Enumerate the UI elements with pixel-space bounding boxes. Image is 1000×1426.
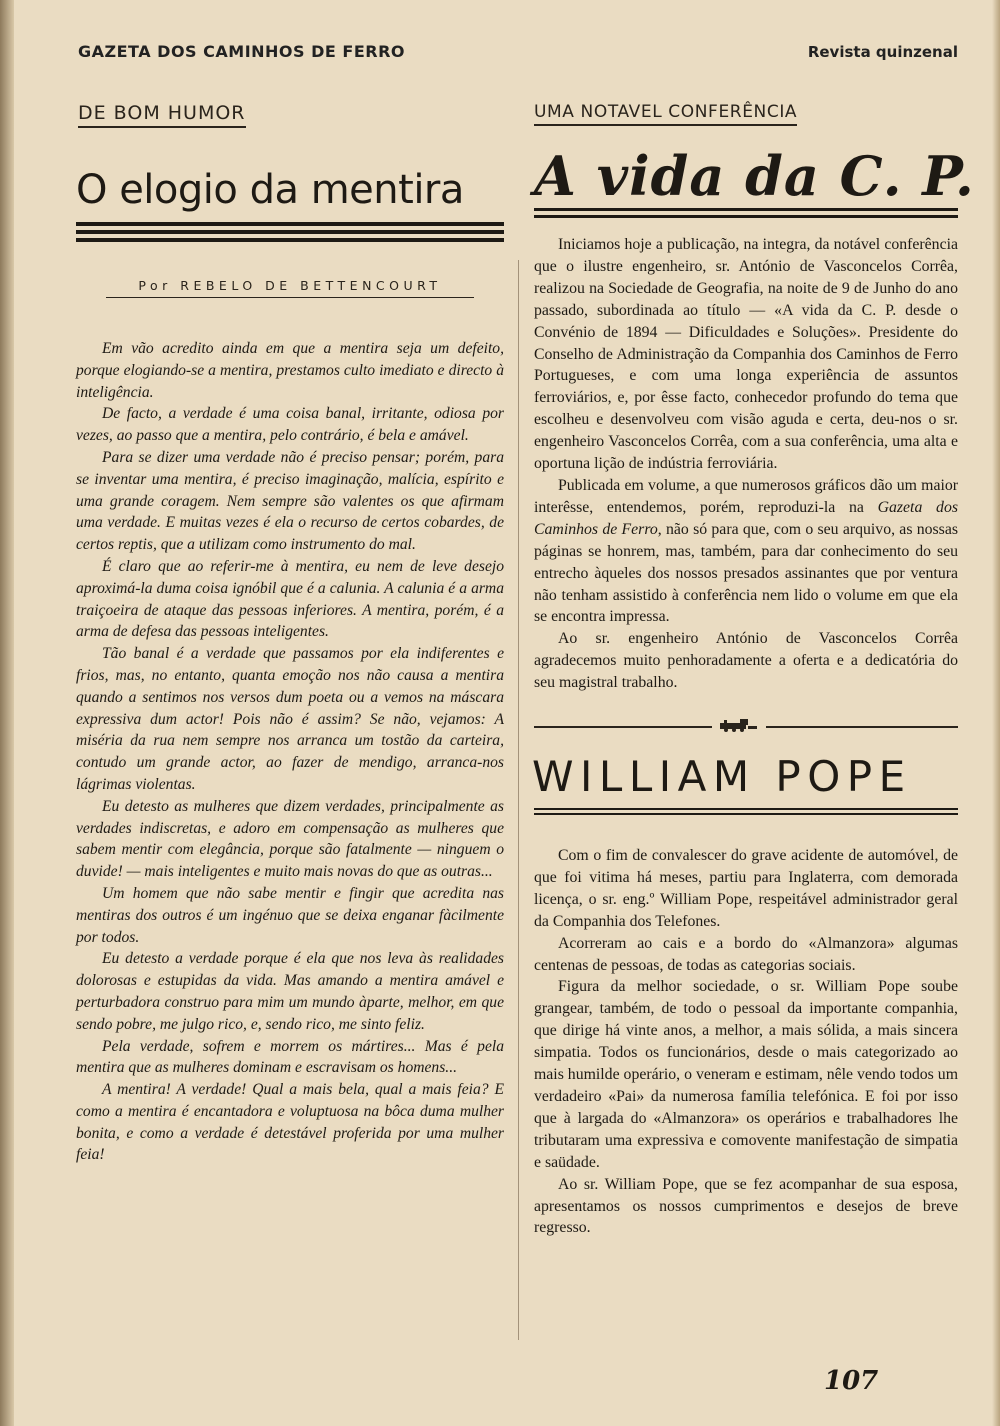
section-ornament [534, 714, 958, 738]
paragraph: Para se dizer uma verdade não é preciso pensar; porém, para se inventar uma mentira, é preciso imaginação, malícia, espírito e uma grande coragem. Nem sempre são valentes os que afirmam uma verdade. E muitas vezes é ela o recurso de certos cobardes, de certos reptis, que a utilizam como instrumento do mal. [76, 448, 504, 554]
page-number: 107 [824, 1366, 879, 1396]
right-kicker: UMA NOTAVEL CONFERÊNCIA [534, 102, 797, 126]
paragraph-part: Publicada em volume, a que numerosos gráficos dão um maior interêsse, entendemos, porém, reproduzi-la na [534, 476, 958, 516]
paragraph: Em vão acredito ainda em que a mentira seja um defeito, porque elogiando-se a mentira, prestamos culto imediato e directo à inteligência. [76, 340, 504, 401]
publication-subtitle: Revista quinzenal [807, 43, 958, 61]
page-binding-edge [0, 0, 14, 1426]
ornament-line-right [766, 726, 958, 728]
right-article-body [534, 234, 958, 694]
paragraph: Figura da melhor sociedade, o sr. William Pope soube grangear, também, de todo o pessoal da importante companhia, que dirige há vinte anos, a melhor, a mais sólida, a mais sincera simpatia. Todos os funcionários, desde o mais categorizado ao mais humilde operário, o veneram e estimam, nêle vendo todos um verdadeiro «Pai» da numerosa família telefónica. E foi por isso que à largada do «Almanzora» os operários e trabalhadores lhe tributaram uma expressiva e comovente manifestação de simpatia e saüdade. [534, 978, 958, 1171]
left-article [76, 102, 504, 1166]
right-column [532, 102, 975, 1239]
left-article-body [76, 338, 504, 1166]
left-article-title: O elogio da mentira [76, 167, 464, 213]
paragraph: A mentira! A verdade! Qual a mais bela, qual a mais feia? E como a mentira é encantadora e voluptuosa na bôca duma mulher bonita, e como a verdade é detestável proferida por uma mulher feia! [76, 1081, 504, 1164]
paragraph: Pela verdade, sofrem e morrem os mártires... Mas é pela mentira que as mulheres dominam e escravisam os homens... [76, 1037, 504, 1077]
paragraph-with-emphasis [534, 475, 958, 628]
paragraph: Acorreram ao cais e a bordo do «Almanzora» algumas centenas de pessoas, de todas as categorias sociais. [534, 934, 958, 974]
right-article-title: A vida da C. P. [534, 144, 975, 208]
paragraph: Ao sr. engenheiro António de Vasconcelos Corrêa agradecemos muito penhoradamente a oferta e a dedicatória do seu magistral trabalho. [534, 630, 958, 692]
title-rules [76, 222, 504, 242]
left-kicker: DE BOM HUMOR [78, 102, 246, 128]
pope-title-rules [534, 808, 958, 815]
pope-article-title: WILLIAM POPE [532, 752, 912, 802]
column-divider [518, 260, 519, 1340]
paragraph: Eu detesto a verdade porque é ela que nos leva às realidades dolorosas e estupidas da vida. Mas amando a mentira amável e perturbadora construo para mim um mundo àparte, melhor, em que sendo pobre, me julgo rico, e, sendo rico, me sinto feliz. [76, 950, 504, 1033]
right-title-rules [534, 208, 958, 218]
paragraph: Iniciamos hoje a publicação, na integra, da notável conferência que o ilustre engenheiro, sr. António de Vasconcelos Corrêa, realizou na Sociedade de Geografia, na noite de 9 de Junho do ano passado, subordinada ao título — «A vida da C. P. desde o Convénio de 1894 — Dificuldades e Soluções». Presidente do Conselho de Administração da Companhia dos Caminhos de Ferro Portugueses, e com uma longa experiência de assuntos ferroviários, e, por êsse facto, conhecedor profundo do tema que escolheu e desenvolveu com visão aguda e certa, deu-nos o sr. engenheiro Vasconcelos Corrêa, com a sua conferência, uma alta e oportuna lição de indústria ferroviária. [534, 236, 958, 473]
byline-rule [106, 297, 474, 298]
paragraph: Um homem que não sabe mentir e fingir que acredita nas mentiras dos outros é um ingénuo que se deixa enganar fàcilmente por todos. [76, 884, 504, 946]
ornament-line-left [534, 726, 712, 728]
paragraph: Tão banal é a verdade que passamos por ela indiferentes e frios, mas, no entanto, quanta emoção nos não causa a mentira quando a sentimos nos versos dum poeta ou a vemos na máscara expressiva dum actor! Pois não é assim? Se não, vejamos: A miséria da rua nem sempre nos arranca um tostão da carteira, contudo um grande actor, ao fazer de mendigo, arranca-nos lágrimas violentas. [76, 645, 504, 793]
byline: Por REBELO DE BETTENCOURT [138, 278, 442, 293]
page-right-edge [992, 0, 1000, 1426]
publication-emphasis: Gazeta dos Caminhos de Ferro [534, 498, 959, 538]
paragraph-part: , não só para que, com o seu arquivo, as nossas páginas se honrem, mas, também, para dar conhecimento do seu entrecho àqueles dos nossos presados assinantes que por ventura não tenham assistido à conferência nem lido o volume em que ela se encontra impressa. [534, 520, 958, 626]
train-icon [718, 718, 758, 732]
paragraph: Ao sr. William Pope, que se fez acompanhar de sua esposa, apresentamos os nossos cumprimentos e desejos de breve regresso. [534, 1175, 958, 1237]
pope-article-body [534, 845, 958, 1239]
paragraph: Com o fim de convalescer do grave acidente de automóvel, de que foi vitima há meses, partiu para Inglaterra, com demorada licença, o sr. eng.º William Pope, respeitável administrador geral da Companhia dos Telefones. [534, 847, 958, 930]
paragraph: É claro que ao referir-me à mentira, eu nem de leve desejo aproximá-la duma coisa ignóbil que é a calunia. A calunia é a arma traiçoeira de ataque das pessoas inferiores. A mentira, porém, é a arma de defesa das pessoas inteligentes. [76, 557, 504, 641]
paragraph: De facto, a verdade é uma coisa banal, irritante, odiosa por vezes, ao passo que a mentira, pelo contrário, é bela e amável. [76, 405, 504, 445]
paragraph: Eu detesto as mulheres que dizem verdades, principalmente as verdades indiscretas, e adoro em compensação as mulheres que sabem mentir com elegância, porque são fatalmente — ninguem o duvide! — mais inteligentes e muito mais novas do que as outras... [76, 797, 504, 881]
publication-name: GAZETA DOS CAMINHOS DE FERRO [78, 42, 406, 61]
